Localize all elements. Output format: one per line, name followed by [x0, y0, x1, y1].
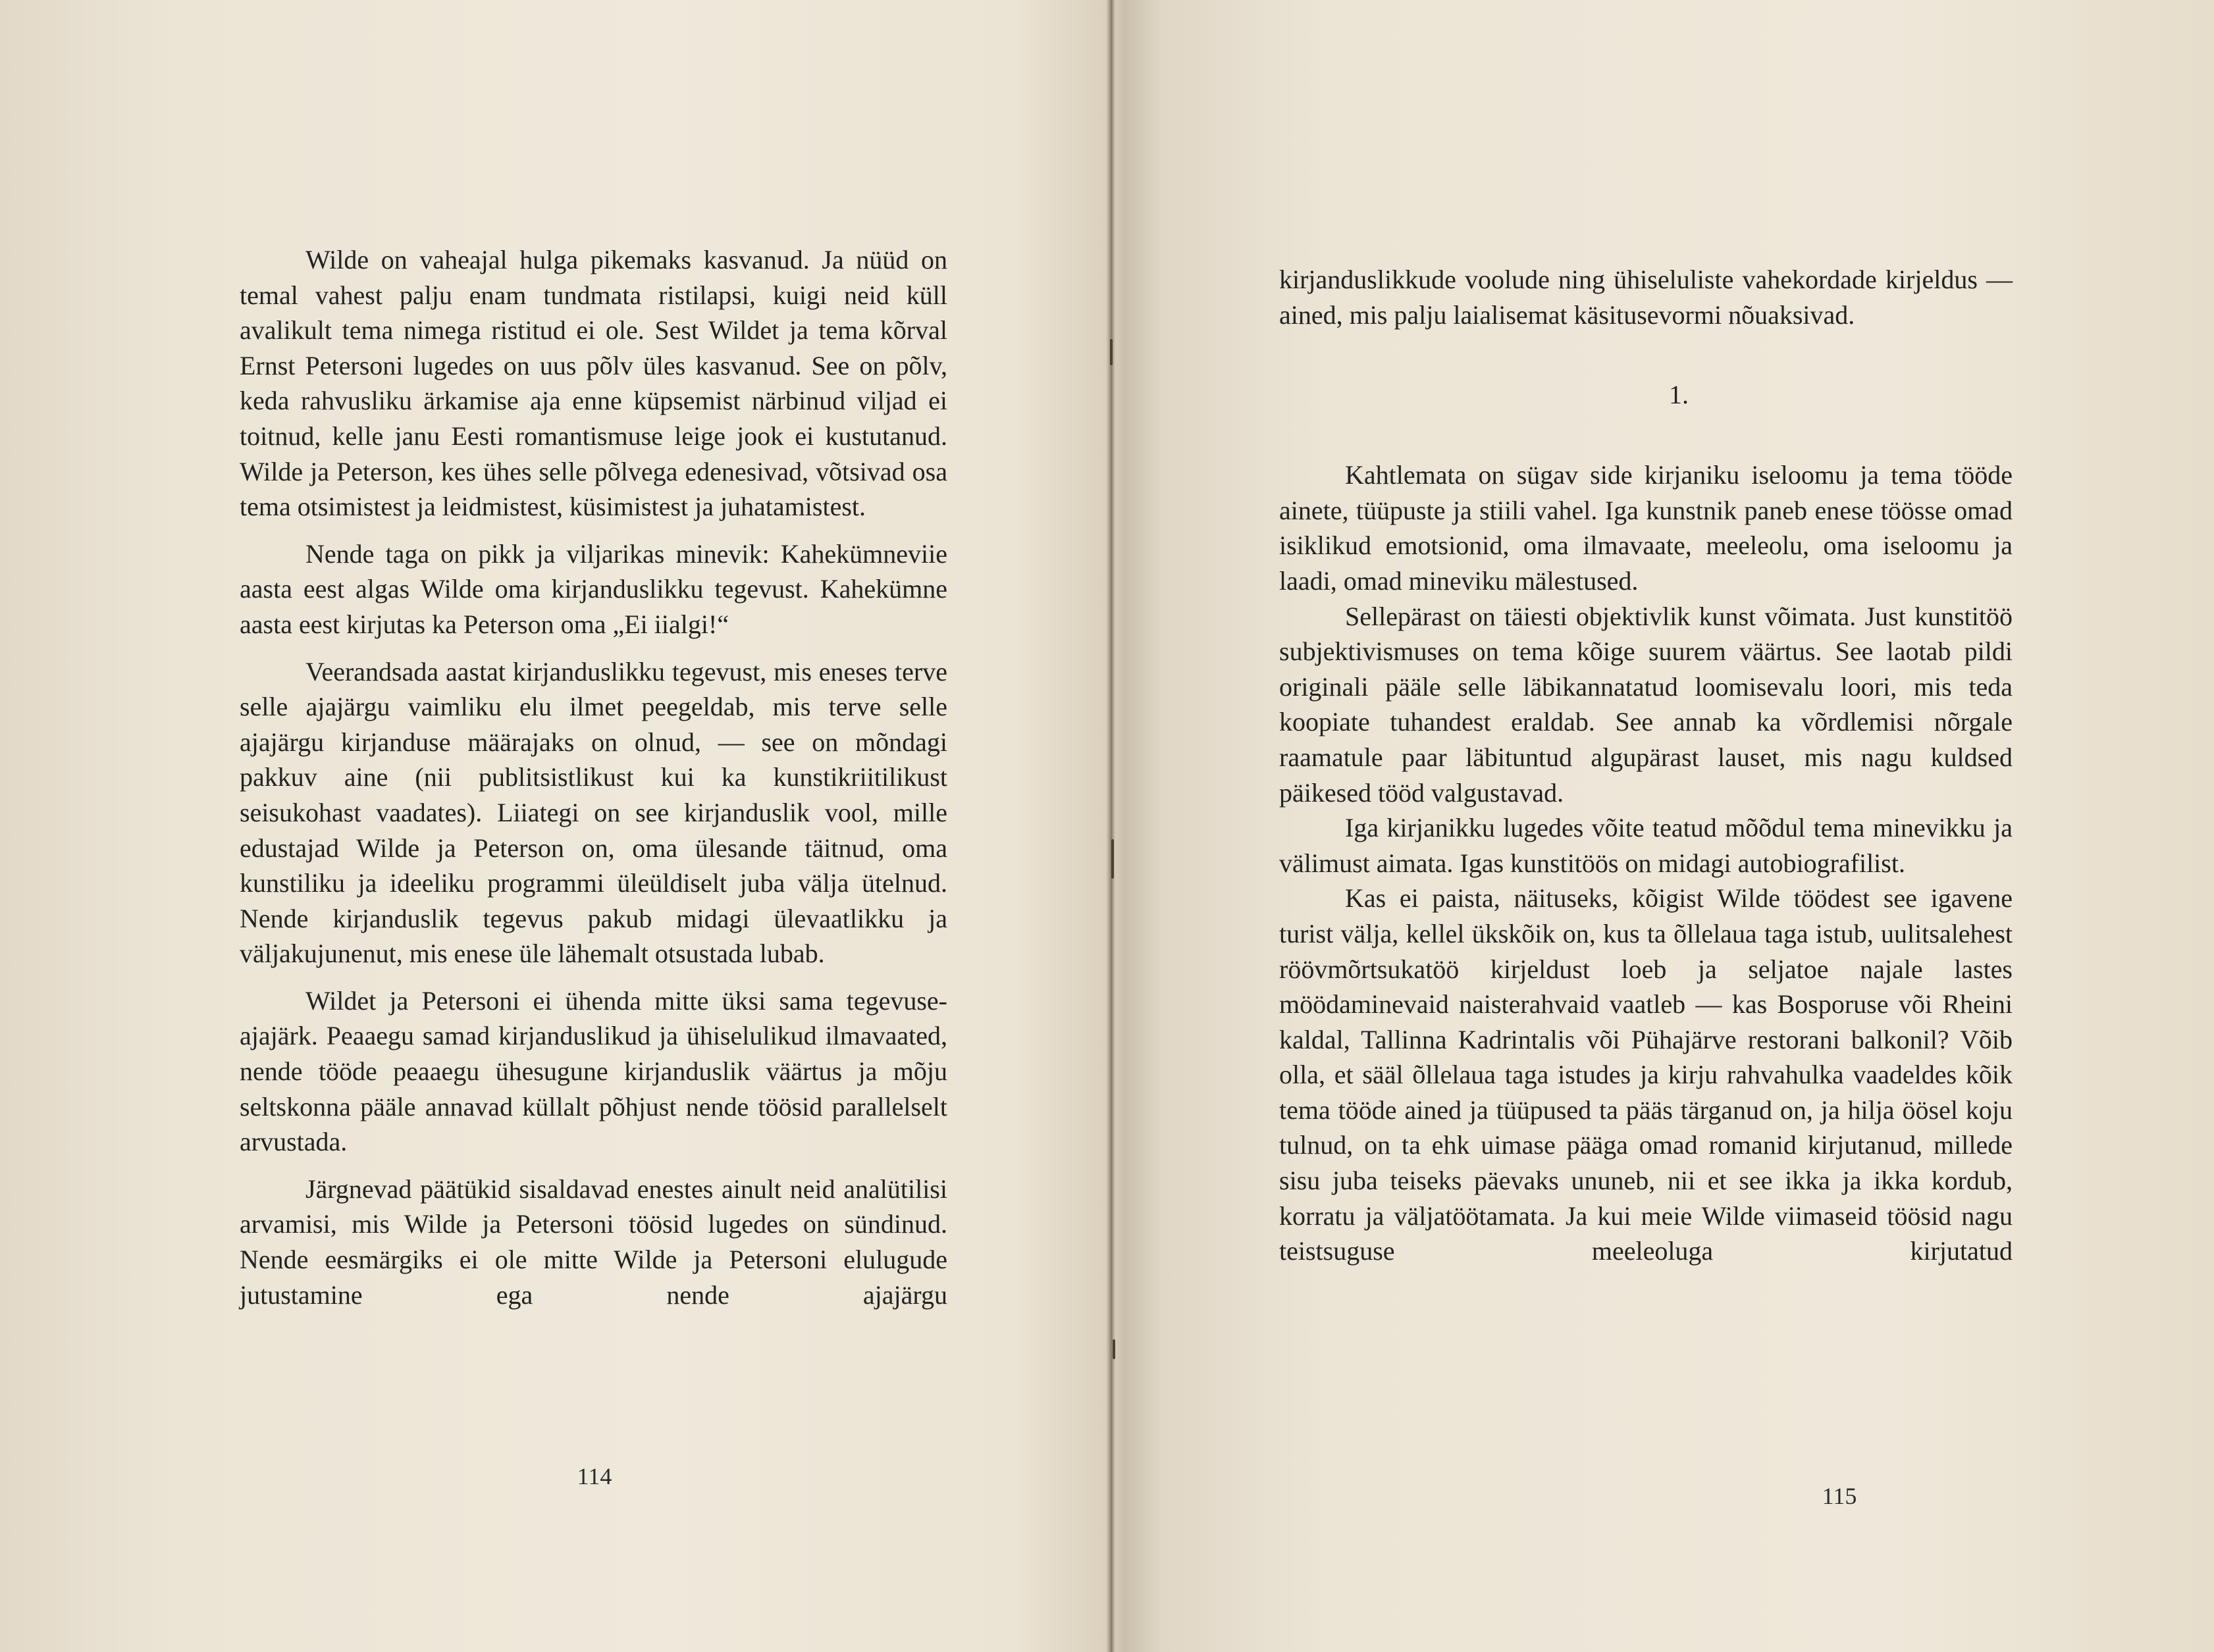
paragraph: Wilde on vaheajal hulga pikemaks kasvanud. Ja nüüd on temal vahest palju enam tundmata ristilapsi, kuigi neid küll avalikult tema nimega ristitud ei ole. Sest Wildet ja tema kõrval Ernst Petersoni lugedes on uus põlv üles kasvanud. See on põlv, keda rahvusliku ärkamise aja enne küpsemist närbinud viljad ei toitnud, kelle janu Eesti romantismuse leige jook ei kustutanud. Wilde ja Peterson, kes ühes selle põlvega edenesivad, võtsivad osa tema otsimistest ja leidmistest, küsimistest ja juhatamistest. [240, 245, 947, 522]
right-page [1115, 0, 2214, 1652]
page-number-left: 114 [577, 1463, 612, 1489]
book-gutter [1106, 0, 1115, 1652]
continuation-paragraph: kirjanduslikkude voolude ning ühiseluliste vahekordade kirjeldus — ained, mis palju laialisemat käsitusevormi nõuaksivad. [1279, 265, 2013, 330]
left-page-text [240, 242, 947, 1312]
paragraph: Veerandsada aastat kirjanduslikku tegevust, mis eneses terve selle ajajärgu vaimliku elu ilmet peegeldab, mis terve selle ajajärgu kirjanduse määrajaks on olnud, — see on mõndagi pakkuv aine (nii publitsistlikust kui ka kunstikriitilikust seisukohast vaadates). Liiategi on see kirjanduslik vool, mille edustajad Wilde ja Peterson on, oma ülesande täitnud, oma kunstiliku ja ideeliku programmi üleüldiselt juba välja ütelnud. Nende kirjanduslik tegevus pakub midagi ülevaatlikku ja väljakujunenut, mis enese üle lähemalt otsustada lubab. [240, 656, 947, 969]
paragraph: Iga kirjanikku lugedes võite teatud mõõdul tema minevikku ja välimust aimata. Igas kunstitöös on midagi autobiografilist. [1279, 813, 2013, 878]
paragraph: Kas ei paista, näituseks, kõigist Wilde töödest see igavene turist välja, kellel ükskõik on, kus ta õllelaua taga istub, uulitsalehest röövmõrtsukatöö kirjeldust loeb ja seljatoe najale lastes möödaminevaid naisterahvaid vaatleb — kas Bosporuse või Rheini kaldal, Tallinna Kadrintalis või Pühajärve restorani balkonil? Võib olla, et sääl õllelaua taga istudes ja kirju rahvahulka vaadeldes kõik tema tööde ained ja tüüpused ta pääs tärganud on, ja hilja öösel koju tulnud, on ta ehk uimase päägа omad romanid kirjutanud, millede sisu juba teiseks päevaks ununeb, nii et see ikka ja ikka kordub, korratu ja väljatöötamata. Ja kui meie Wilde viimaseid töösid nagu teistsuguse meeleoluga kirjutatud [1279, 883, 2013, 1266]
binding-mark [1111, 839, 1114, 879]
paragraph: Wildet ja Petersoni ei ühenda mitte üksi sama tegevuse-ajajärk. Peaaegu samad kirjanduslikud ja ühiselulikud ilmavaated, nende tööde peaaegu ühesugune kirjanduslik väärtus ja mõju seltskonna pääle annavad küllalt põhjust nende töösid parallelselt arvustada. [240, 985, 947, 1157]
paragraph: Sellepärast on täiesti objektivlik kunst võimata. Just kunstitöö subjektivismuses on tema kõige suurem väärtus. See laotab pildi originali pääle selle läbikannatatud loomisevalu loori, mis teda koopiate tuhandest eraldab. See annab ka võrdlemisi nõrgale raamatule paar läbituntud algupärast lauset, mis nagu kuldsed päikesed tööd valgustavad. [1279, 601, 2013, 808]
binding-mark [1113, 1339, 1115, 1359]
page-number-right: 115 [1822, 1483, 1857, 1509]
paragraph: Järgnevad päätükid sisaldavad enestes ainult neid analütilisi arvamisi, mis Wilde ja Petersoni töösid lugedes on sündinud. Nende eesmärgiks ei ole mitte Wilde ja Petersoni elulugude jutustamine ega nende ajajärgu [240, 1174, 947, 1310]
section-number: 1. [1669, 380, 1689, 410]
right-page-text [1279, 262, 2013, 1269]
paragraph: Nende taga on pikk ja viljarikas minevik: Kahekümneviie aasta eest algas Wilde oma kirjanduslikku tegevust. Kahekümne aasta eest kirjutas ka Peterson oma „Ei iialgi!“ [240, 538, 947, 639]
left-page [0, 0, 1106, 1652]
binding-mark [1110, 339, 1113, 365]
paragraph: Kahtlemata on sügav side kirjaniku iseloomu ja tema tööde ainete, tüüpuste ja stiili vahel. Iga kunstnik paneb enese töösse omad isiklikud emotsionid, oma ilmavaate, meeleolu, oma iseloomu ja laadi, omad mineviku mälestused. [1279, 460, 2013, 596]
